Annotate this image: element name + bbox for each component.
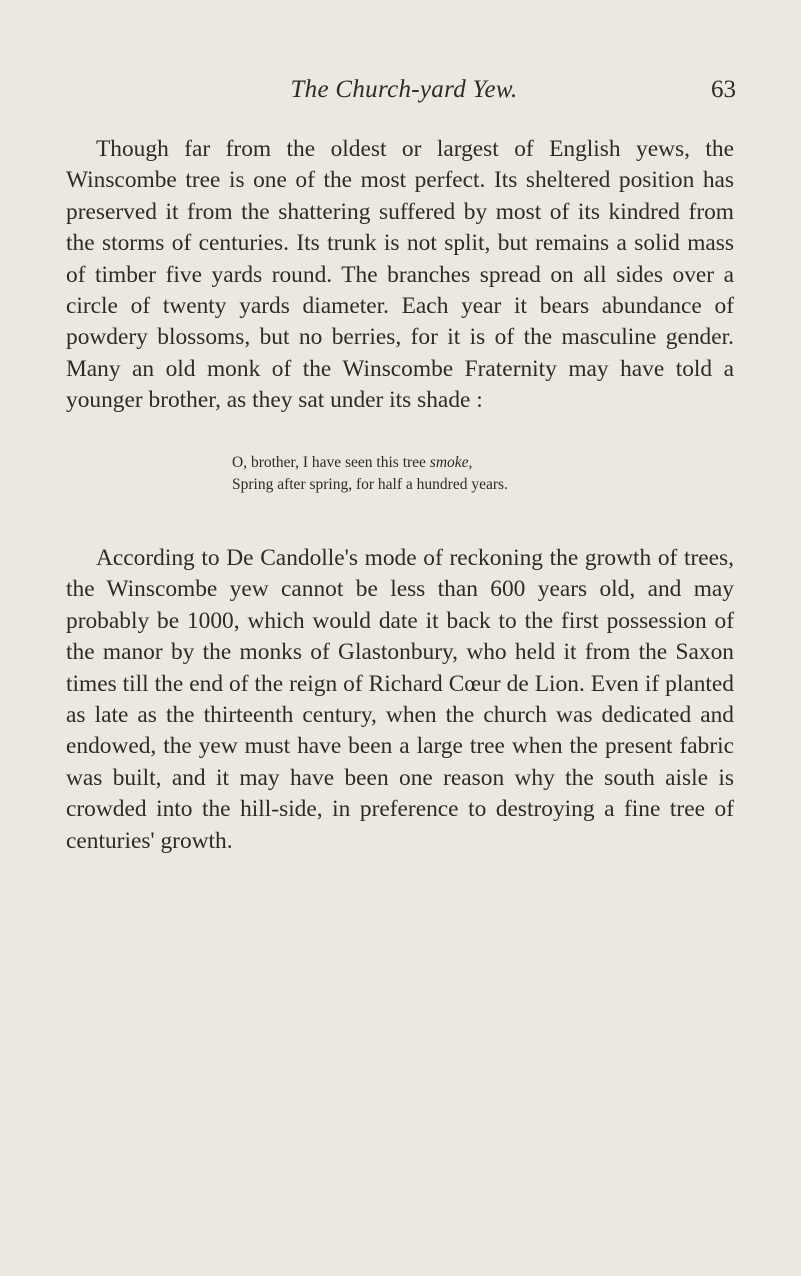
verse-line-1 <box>232 452 652 474</box>
verse-line-2: Spring after spring, for half a hundred years. <box>232 476 508 493</box>
running-head <box>66 76 742 116</box>
paragraph-age-of-yew: According to De Candolle's mode of reckoning the growth of trees, the Winscombe yew cannot be less than 600 years old, and may probably be 1000, which would date it back to the first possession of the manor by the monks of Glastonbury, who held it from the Saxon times till the end of the reign of Richard Cœur de Lion. Even if planted as late as the thirteenth century, when the church was dedicated and endowed, the yew must have been a large tree when the present fabric was built, and it may have been one reason why the south aisle is crowded into the hill-side, in preference to destroying a fine tree of centuries' growth. <box>66 545 734 854</box>
verse-line-1-text: O, brother, I have seen this tree <box>232 454 430 471</box>
page-number: 63 <box>711 76 736 103</box>
paragraph-winscombe-tree: Though far from the oldest or largest of English yews, the Winscombe tree is one of the most perfect. Its sheltered position has preserved it from the shattering suffered by most of its kindred from the storms of centuries. Its trunk is not split, but remains a solid mass of timber five yards round. The branches spread on all sides over a circle of twenty yards diameter. Each year it bears abundance of powdery blossoms, but no berries, for it is of the masculine gender. Many an old monk of the Winscombe Fraternity may have told a younger brother, as they sat under its shade : <box>66 136 734 414</box>
verse-quotation <box>232 452 652 496</box>
verse-line-1-italic: smoke, <box>429 454 473 471</box>
running-title: The Church-yard Yew. <box>290 76 518 103</box>
